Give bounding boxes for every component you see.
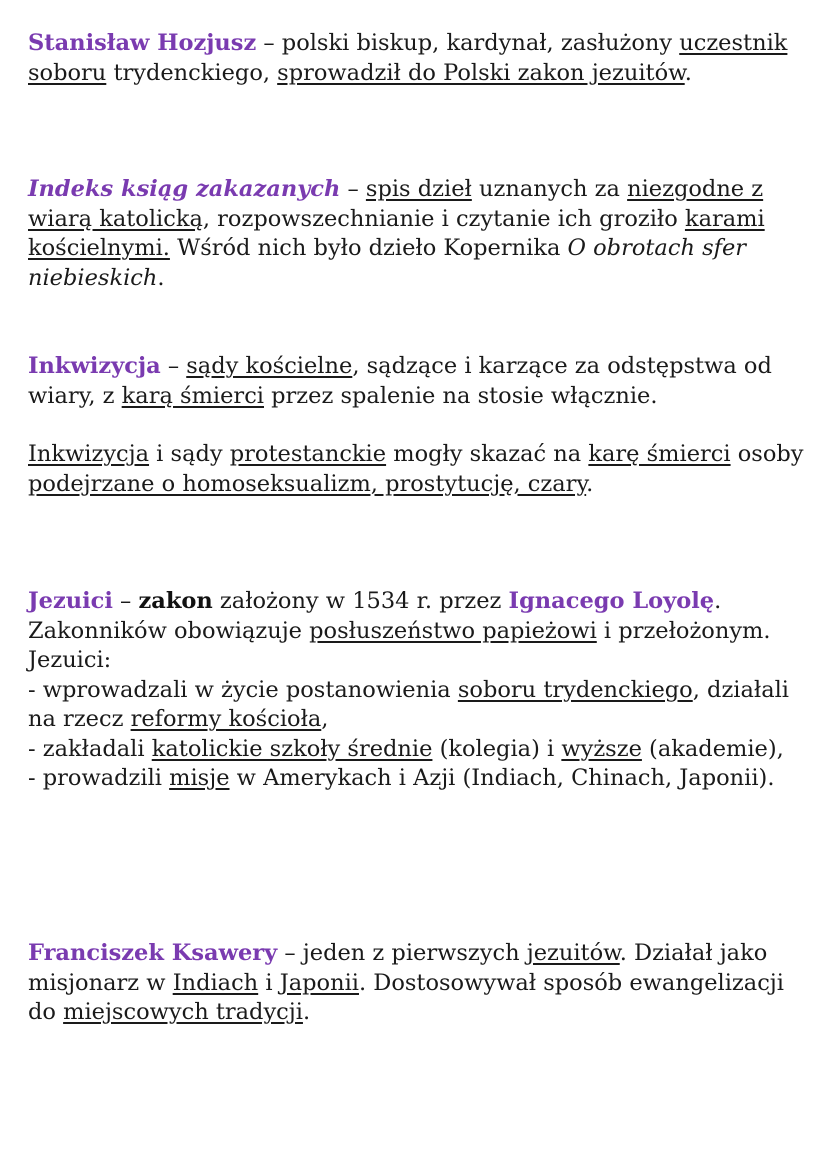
text: – polski biskup, kardynał, zasłużony: [256, 30, 680, 56]
text: i przełożonym.: [596, 617, 771, 644]
underlined-text: karę śmierci: [588, 441, 731, 467]
underlined-text: karą śmierci: [121, 382, 264, 409]
text: .: [302, 999, 311, 1025]
text: –: [340, 176, 366, 202]
underlined-text: karami kościelnymi.: [28, 205, 765, 261]
underlined-text: Japonii: [279, 969, 359, 996]
bold-text: zakon: [138, 588, 213, 614]
term-jezuici: Jezuici: [28, 588, 113, 614]
paragraph-jezuici: [28, 587, 808, 794]
underlined-text: sądy kościelne: [186, 353, 353, 379]
underlined-text: spis dzieł: [365, 176, 472, 202]
text: osoby: [730, 441, 804, 467]
underlined-text: reformy kościoła: [130, 706, 322, 732]
paragraph-sady: [28, 440, 808, 499]
underlined-text: sprowadził do Polski zakon jezuitów: [277, 59, 685, 86]
underlined-text: miejscowych tradycji: [63, 999, 303, 1025]
term-loyola: Ignacego Loyolę: [508, 588, 715, 614]
text: . Zakonników obowiązuje: [28, 588, 722, 644]
underlined-text: wyższe: [561, 735, 642, 762]
underlined-text: uczestnik soboru: [28, 30, 788, 86]
text: –: [112, 588, 139, 614]
term-indeks: Indeks ksiąg zakazanych: [28, 176, 341, 202]
text: –: [160, 353, 187, 379]
paragraph-inkwizycja: [28, 352, 808, 411]
text: , rozpowszechnianie i czytanie ich groziło: [202, 205, 685, 232]
term-ksawery: Franciszek Ksawery: [28, 940, 278, 966]
term-hozjusz: Stanisław Hozjusz: [28, 30, 257, 56]
text: .: [586, 470, 594, 497]
underlined-text: podejrzane o homoseksualizm, prostytucję, czary: [28, 470, 587, 497]
underlined-text: protestanckie: [229, 441, 387, 467]
list-item: [28, 735, 808, 765]
text: uznanych za: [471, 176, 628, 202]
text: - wprowadzali w życie postanowienia: [28, 676, 458, 703]
text: , działali na rzecz: [28, 676, 790, 732]
jezuici-definition: [28, 587, 808, 646]
text: .: [157, 264, 165, 291]
underlined-text: Inkwizycja: [28, 441, 150, 467]
list-item: [28, 676, 808, 735]
list-item: [28, 764, 808, 794]
paragraph-hozjusz: [28, 29, 808, 88]
text: założony w 1534 r. przez: [212, 588, 509, 614]
text: i sądy: [149, 441, 230, 467]
text: .: [684, 59, 692, 86]
text: - zakładali: [28, 735, 152, 762]
text: - prowadzili: [28, 765, 170, 791]
text: . Dostosowywał sposób ewangelizacji do: [28, 969, 784, 1025]
text: (akademie),: [641, 735, 784, 762]
text: (kolegia) i: [432, 735, 562, 762]
underlined-text: misje: [169, 765, 230, 791]
list-intro: Jezuici:: [28, 647, 112, 673]
text: przez spalenie na stosie włącznie.: [264, 382, 658, 409]
underlined-text: jezuitów: [526, 940, 620, 966]
paragraph-indeks: [28, 175, 808, 293]
underlined-text: soboru trydenckiego: [457, 676, 693, 703]
text: ,: [321, 706, 329, 732]
text: i: [258, 969, 280, 996]
text: Wśród nich było dzieło Kopernika: [169, 235, 568, 261]
text: w Amerykach i Azji (Indiach, Chinach, Japonii).: [229, 765, 775, 791]
text: , sądzące i karzące za odstępstwa od wiary, z: [28, 353, 772, 409]
text: mogły skazać na: [386, 441, 589, 467]
paragraph-ksawery: [28, 939, 808, 1028]
text: trydenckiego,: [106, 59, 278, 86]
underlined-text: posłuszeństwo papieżowi: [309, 617, 597, 644]
term-inkwizycja: Inkwizycja: [28, 353, 161, 379]
text: – jeden z pierwszych: [277, 940, 527, 966]
text: . Działał jako misjonarz w: [28, 940, 768, 996]
underlined-text: Indiach: [172, 969, 259, 996]
underlined-text: niezgodne z wiarą katolicką: [28, 176, 764, 232]
book-title: O obrotach sfer niebieskich: [28, 235, 747, 291]
underlined-text: katolickie szkoły średnie: [151, 735, 433, 762]
